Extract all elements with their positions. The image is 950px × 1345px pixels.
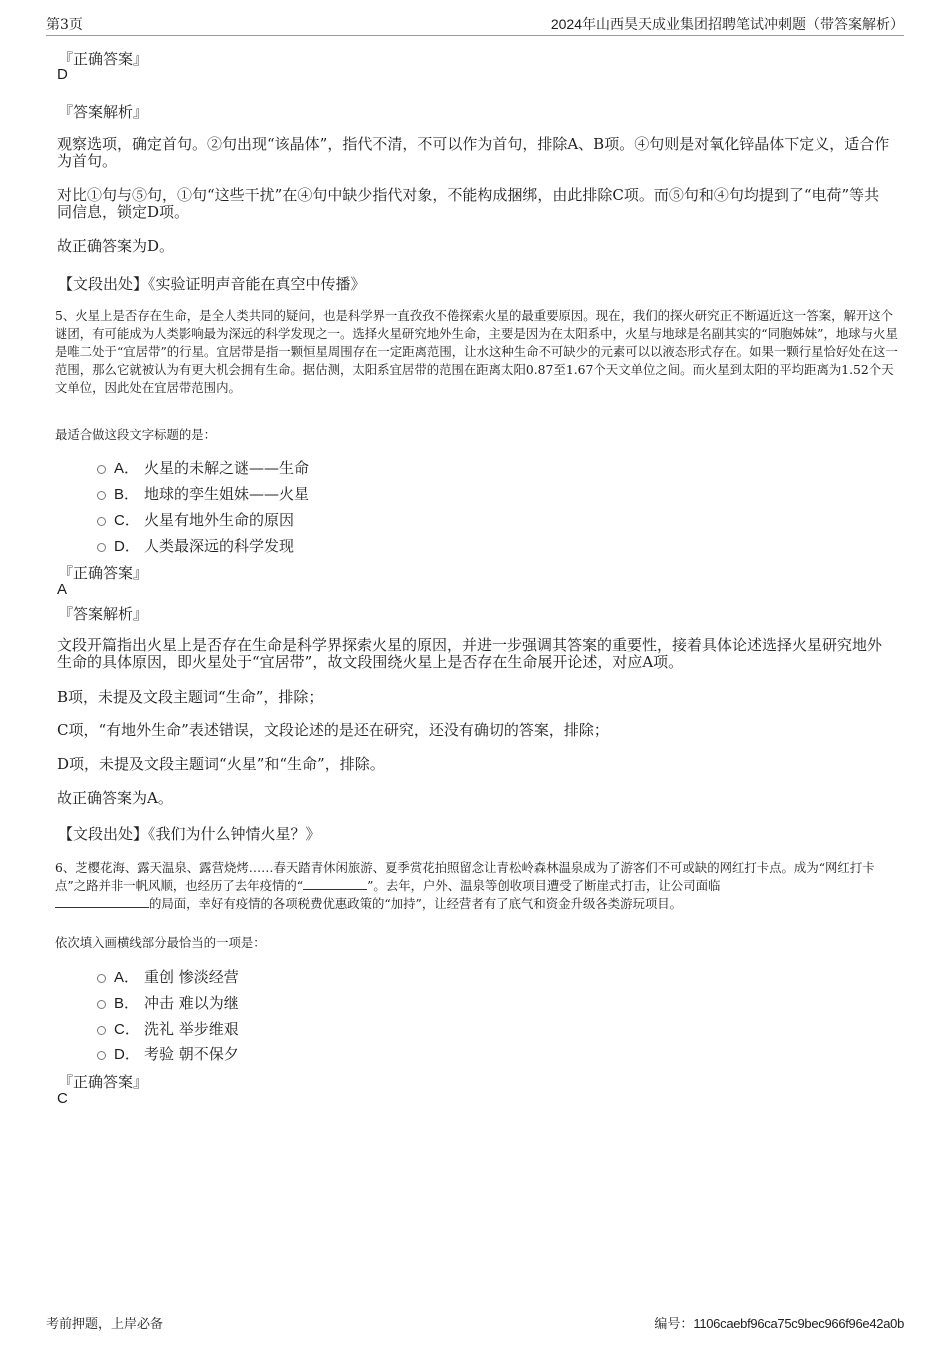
analysis-paragraph: C项，“有地外生命”表述错误，文段论述的是还在研究，还没有确切的答案，排除； bbox=[57, 721, 609, 739]
option-letter: A． bbox=[114, 969, 140, 986]
radio-icon[interactable] bbox=[97, 1051, 106, 1060]
answer-value: A bbox=[57, 581, 68, 598]
option-b[interactable] bbox=[97, 483, 309, 504]
document-code bbox=[654, 1313, 904, 1332]
question-stem: 5、火星上是否存在生命，是全人类共同的疑问，也是科学界一直孜孜不倦探索火星的最重要原因。现在，我们的探火研究正不断逼近这一答案，解开这个谜团，有可能成为人类影响最为深远的科学发现之一。选择火星研究地外生命，主要是因为在太阳系中，火星与地球是名副其实的“同胞姊妹”，地球与火星是唯二处于“宜居带”的行星。宜居带是指一颗恒星周围存在一定距离范围，让水这种生命不可缺少的元素可以以液态形式存在。如果一颗行星恰好处在这一范围，那么它就被认为有更大机会拥有生命。据估测，太阳系宜居带的范围在距离太阳0.87至1.67个天文单位之间。而火星到太阳的平均距离为1.52个天文单位，因此处在宜居带范围内。 bbox=[55, 308, 898, 395]
option-text: 火星的未解之谜——生命 bbox=[144, 459, 310, 477]
code-label: 编号： bbox=[654, 1317, 694, 1332]
analysis-paragraph: B项，未提及文段主题词“生命”，排除； bbox=[57, 688, 324, 706]
page-number: 第3页 bbox=[46, 17, 83, 33]
option-c[interactable] bbox=[97, 1018, 239, 1039]
option-text: 洗礼 举步维艰 bbox=[144, 1020, 239, 1038]
option-d[interactable] bbox=[97, 1043, 239, 1064]
analysis-paragraph: 文段开篇指出火星上是否存在生命是科学界探索火星的原因，并进一步强调其答案的重要性，接着具体论述选择火星研究地外生命的具体原因，即火星处于“宜居带”，故文段围绕火星上是否存在生命展开论述，对应A项。 bbox=[57, 636, 883, 671]
answer-value: D bbox=[57, 66, 68, 83]
stem-part: 6、芝樱花海、露天温泉、露营烧烤……春天踏青休闲旅游、夏季赏花拍照留念让青松岭森林温泉成为了游客们不可或缺的网红打卡点。成为“网红打卡点”之路并非一帆风顺，也经历了去年疫情的“ bbox=[55, 860, 875, 893]
radio-icon[interactable] bbox=[97, 1026, 106, 1035]
question-stem bbox=[55, 859, 905, 913]
analysis-paragraph: D项，未提及文段主题词“火星”和“生命”，排除。 bbox=[57, 755, 385, 773]
source-citation: 【文段出处】《我们为什么钟情火星？》 bbox=[58, 825, 321, 843]
radio-icon[interactable] bbox=[97, 543, 106, 552]
option-letter: D． bbox=[114, 538, 140, 555]
radio-icon[interactable] bbox=[97, 517, 106, 526]
analysis-tag: 『答案解析』 bbox=[58, 103, 149, 121]
answer-tag: 『正确答案』 bbox=[58, 564, 149, 582]
analysis-tag: 『答案解析』 bbox=[58, 605, 149, 623]
option-text: 考验 朝不保夕 bbox=[144, 1045, 239, 1063]
analysis-conclusion: 故正确答案为D。 bbox=[57, 237, 175, 255]
option-letter: B． bbox=[114, 995, 140, 1012]
question-prompt: 依次填入画横线部分最恰当的一项是： bbox=[55, 935, 266, 950]
option-text: 重创 惨淡经营 bbox=[144, 968, 239, 986]
option-d[interactable] bbox=[97, 535, 294, 556]
radio-icon[interactable] bbox=[97, 974, 106, 983]
fill-blank bbox=[55, 895, 149, 908]
option-letter: D． bbox=[114, 1046, 140, 1063]
question-prompt: 最适合做这段文字标题的是： bbox=[55, 427, 217, 442]
option-letter: A． bbox=[114, 460, 140, 477]
answer-tag: 『正确答案』 bbox=[58, 1073, 149, 1091]
analysis-paragraph: 观察选项，确定首句。②句出现“该晶体”，指代不清，不可以作为首句，排除A、B项。④句则是对氧化锌晶体下定义，适合作为首句。 bbox=[57, 135, 890, 170]
option-letter: C． bbox=[114, 512, 140, 529]
option-text: 地球的孪生姐妹——火星 bbox=[144, 485, 310, 503]
option-a[interactable] bbox=[97, 457, 309, 478]
page-header bbox=[46, 14, 904, 36]
option-letter: C． bbox=[114, 1021, 140, 1038]
option-text: 人类最深远的科学发现 bbox=[144, 537, 295, 555]
answer-tag: 『正确答案』 bbox=[58, 50, 149, 68]
radio-icon[interactable] bbox=[97, 1000, 106, 1009]
source-citation: 【文段出处】《实验证明声音能在真空中传播》 bbox=[58, 275, 366, 293]
option-b[interactable] bbox=[97, 992, 239, 1013]
stem-part: ”。去年，户外、温泉等创收项目遭受了断崖式打击，让公司面临 bbox=[367, 878, 721, 893]
option-letter: B． bbox=[114, 486, 140, 503]
option-text: 火星有地外生命的原因 bbox=[144, 511, 295, 529]
analysis-conclusion: 故正确答案为A。 bbox=[57, 789, 173, 807]
option-c[interactable] bbox=[97, 509, 294, 530]
code-value: 1106caebf96ca75c9bec966f96e42a0b bbox=[693, 1316, 904, 1331]
fill-blank bbox=[303, 877, 367, 890]
document-title: 2024年山西昊天成业集团招聘笔试冲刺题（带答案解析） bbox=[550, 16, 904, 32]
footer-slogan: 考前押题，上岸必备 bbox=[46, 1317, 164, 1332]
page-footer bbox=[46, 1313, 904, 1332]
option-a[interactable] bbox=[97, 966, 239, 987]
analysis-paragraph: 对比①句与⑤句，①句“这些干扰”在④句中缺少指代对象，不能构成捆绑，由此排除C项。而⑤句和④句均提到了“电荷”等共同信息，锁定D项。 bbox=[57, 186, 880, 221]
radio-icon[interactable] bbox=[97, 465, 106, 474]
stem-part: 的局面，幸好有疫情的各项税费优惠政策的“加持”，让经营者有了底气和资金升级各类游玩项目。 bbox=[149, 896, 683, 911]
option-text: 冲击 难以为继 bbox=[144, 994, 239, 1012]
radio-icon[interactable] bbox=[97, 491, 106, 500]
answer-value: C bbox=[57, 1090, 68, 1107]
